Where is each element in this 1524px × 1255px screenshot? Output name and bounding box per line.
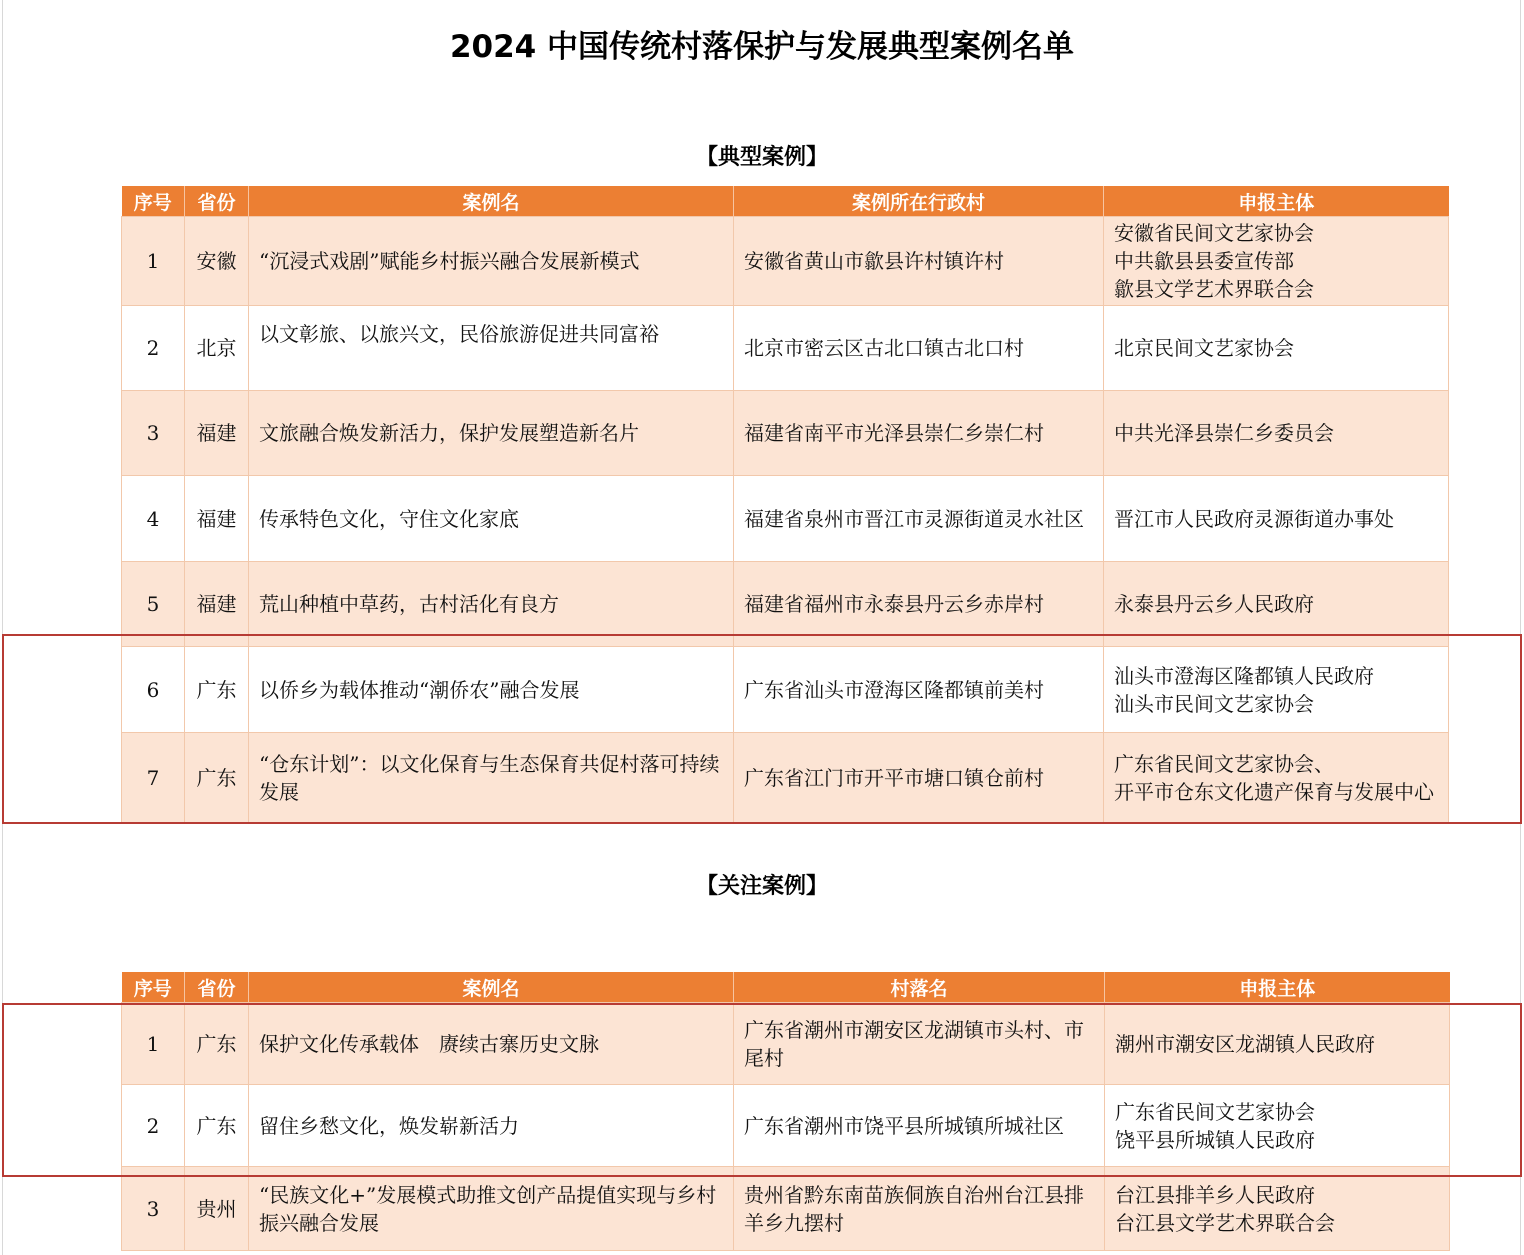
- row-applicant: [1104, 391, 1449, 476]
- applicant-line: 台江县文学艺术界联合会: [1115, 1210, 1335, 1235]
- village-line: 贵州省黔东南苗族侗族自治州台江县排羊乡九摆村: [744, 1182, 1084, 1235]
- section-title-attention: 【关注案例】: [695, 874, 828, 899]
- row-province: 贵州: [185, 1167, 249, 1251]
- row-village: [734, 733, 1104, 823]
- case-name-line: “仓东计划”：以文化保育与生态保育共促村落可持续发展: [259, 751, 720, 804]
- row-applicant: [1105, 1167, 1450, 1251]
- case-name-line: 以文彰旅、以旅兴文，民俗旅游促进共同富裕: [259, 322, 659, 346]
- row-no: 1: [122, 217, 185, 306]
- row-applicant: [1104, 562, 1449, 647]
- applicant-line: 汕头市民间文艺家协会: [1114, 691, 1314, 716]
- row-village: [734, 1085, 1105, 1167]
- row-no: 5: [122, 562, 185, 647]
- row-applicant: [1104, 217, 1449, 306]
- table-row: [122, 1085, 1450, 1167]
- row-province: 福建: [185, 391, 249, 476]
- row-no: 1: [122, 1003, 185, 1085]
- applicant-line: 饶平县所城镇人民政府: [1115, 1127, 1315, 1152]
- row-case-name: [249, 1167, 734, 1251]
- village-line: 广东省潮州市潮安区龙湖镇市头村、市尾村: [744, 1017, 1084, 1070]
- village-line: 广东省潮州市饶平县所城镇所城社区: [744, 1113, 1064, 1138]
- table-row: [122, 733, 1449, 823]
- row-applicant: [1105, 1003, 1450, 1085]
- row-province: 福建: [185, 476, 249, 562]
- applicant-line: 晋江市人民政府灵源街道办事处: [1114, 506, 1394, 531]
- row-no: 4: [122, 476, 185, 562]
- applicant-line: 北京民间文艺家协会: [1114, 336, 1294, 360]
- row-case-name: [249, 1003, 734, 1085]
- case-name-line: “沉浸式戏剧”赋能乡村振兴融合发展新模式: [259, 249, 640, 273]
- row-no: 2: [122, 306, 185, 391]
- row-applicant: [1104, 733, 1449, 823]
- case-name-line: 荒山种植中草药，古村活化有良方: [259, 592, 559, 616]
- table-header-row: [122, 972, 1450, 1003]
- row-village: [734, 1003, 1105, 1085]
- table-row: [122, 1003, 1450, 1085]
- header-no: 序号: [122, 186, 185, 217]
- row-province: 广东: [185, 1003, 249, 1085]
- applicant-line: 安徽省民间文艺家协会: [1114, 221, 1314, 245]
- row-no: 3: [122, 1167, 185, 1251]
- header-case-name: 案例名: [249, 972, 734, 1003]
- attention-cases-table: [121, 972, 1450, 1251]
- header-case-name: 案例名: [249, 186, 734, 217]
- applicant-line: 台江县排羊乡人民政府: [1115, 1182, 1315, 1207]
- case-name-line: 文旅融合焕发新活力，保护发展塑造新名片: [259, 421, 639, 445]
- village-line: 福建省南平市光泽县崇仁乡崇仁村: [744, 421, 1044, 445]
- row-applicant: [1104, 476, 1449, 562]
- table-header-row: [122, 186, 1449, 217]
- row-applicant: [1105, 1085, 1450, 1167]
- row-case-name: [249, 306, 734, 391]
- row-no: 2: [122, 1085, 185, 1167]
- village-line: 北京市密云区古北口镇古北口村: [744, 336, 1024, 360]
- village-line: 福建省泉州市晋江市灵源街道灵水社区: [744, 506, 1084, 531]
- page-left-edge: [2, 0, 3, 1255]
- row-village: [734, 476, 1104, 562]
- row-village: [734, 391, 1104, 476]
- header-no: 序号: [122, 972, 185, 1003]
- section-title-typical: 【典型案例】: [695, 145, 828, 170]
- row-province: 广东: [185, 733, 249, 823]
- table-row: [122, 217, 1449, 306]
- row-province: 广东: [185, 647, 249, 733]
- applicant-line: 中共歙县县委宣传部: [1114, 249, 1294, 273]
- table-row: [122, 562, 1449, 647]
- applicant-line: 潮州市潮安区龙湖镇人民政府: [1115, 1031, 1375, 1056]
- row-no: 7: [122, 733, 185, 823]
- applicant-line: 开平市仓东文化遗产保育与发展中心: [1114, 779, 1434, 804]
- applicant-line: 汕头市澄海区隆都镇人民政府: [1114, 663, 1374, 688]
- header-applicant: 申报主体: [1105, 972, 1450, 1003]
- row-province: 广东: [185, 1085, 249, 1167]
- applicant-line: 广东省民间文艺家协会、: [1114, 751, 1334, 776]
- row-province: 福建: [185, 562, 249, 647]
- case-name-line: 保护文化传承载体 赓续古寨历史文脉: [259, 1031, 599, 1056]
- row-no: 3: [122, 391, 185, 476]
- case-name-line: “民族文化+”发展模式助推文创产品提值实现与乡村振兴融合发展: [259, 1182, 717, 1235]
- village-line: 安徽省黄山市歙县许村镇许村: [744, 249, 1004, 273]
- table-row: [122, 306, 1449, 391]
- header-applicant: 申报主体: [1104, 186, 1449, 217]
- applicant-line: 广东省民间文艺家协会: [1115, 1099, 1315, 1124]
- village-line: 广东省汕头市澄海区隆都镇前美村: [744, 677, 1044, 702]
- row-province: 安徽: [185, 217, 249, 306]
- page-title: 2024 中国传统村落保护与发展典型案例名单: [449, 29, 1075, 65]
- applicant-line: 歙县文学艺术界联合会: [1114, 277, 1314, 301]
- table-row: [122, 476, 1449, 562]
- row-case-name: [249, 391, 734, 476]
- typical-cases-table: [121, 186, 1449, 823]
- row-case-name: [249, 562, 734, 647]
- row-village: [734, 1167, 1105, 1251]
- table-row: [122, 1167, 1450, 1251]
- table-row: [122, 647, 1449, 733]
- header-province: 省份: [185, 186, 249, 217]
- header-province: 省份: [185, 972, 249, 1003]
- applicant-line: 永泰县丹云乡人民政府: [1114, 592, 1314, 616]
- row-applicant: [1104, 306, 1449, 391]
- applicant-line: 中共光泽县崇仁乡委员会: [1114, 421, 1334, 445]
- page-right-edge: [1520, 0, 1521, 1255]
- row-village: [734, 306, 1104, 391]
- row-case-name: [249, 217, 734, 306]
- row-village: [734, 562, 1104, 647]
- header-village: 案例所在行政村: [734, 186, 1104, 217]
- case-name-line: 传承特色文化，守住文化家底: [259, 506, 519, 531]
- row-case-name: [249, 1085, 734, 1167]
- row-case-name: [249, 476, 734, 562]
- row-province: 北京: [185, 306, 249, 391]
- header-village: 村落名: [734, 972, 1105, 1003]
- case-name-line: 以侨乡为载体推动“潮侨农”融合发展: [259, 677, 580, 702]
- village-line: 广东省江门市开平市塘口镇仓前村: [744, 765, 1044, 790]
- table-row: [122, 391, 1449, 476]
- row-village: [734, 647, 1104, 733]
- row-case-name: [249, 733, 734, 823]
- case-name-line: 留住乡愁文化，焕发崭新活力: [259, 1113, 519, 1138]
- row-no: 6: [122, 647, 185, 733]
- row-applicant: [1104, 647, 1449, 733]
- village-line: 福建省福州市永泰县丹云乡赤岸村: [744, 592, 1044, 616]
- row-village: [734, 217, 1104, 306]
- row-case-name: [249, 647, 734, 733]
